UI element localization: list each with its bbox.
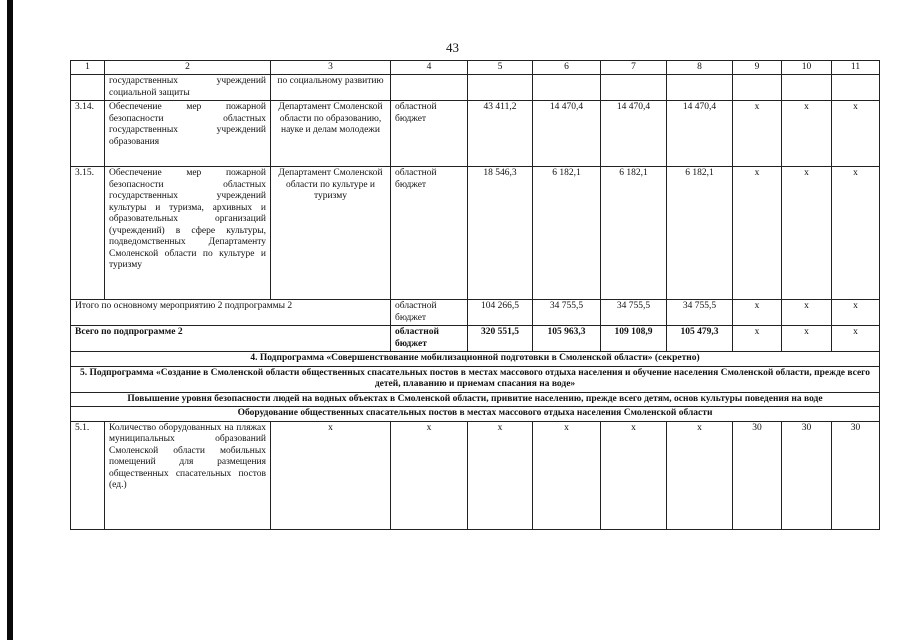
section-row bbox=[71, 352, 880, 367]
value-cell bbox=[782, 75, 832, 101]
task-heading: Оборудование общественных спасательных постов в местах массового отдыха населения Смоленской области bbox=[71, 407, 880, 422]
total-label: Всего по подпрограмме 2 bbox=[71, 326, 391, 352]
value-cell bbox=[667, 75, 733, 101]
value-cell: 14 470,4 bbox=[667, 101, 733, 167]
row-number-cell: 5.1. bbox=[71, 421, 105, 529]
program-table bbox=[70, 60, 880, 530]
col-header: 4 bbox=[391, 61, 468, 75]
value-cell: х bbox=[832, 300, 880, 326]
col-header: 3 bbox=[271, 61, 391, 75]
value-cell: 30 bbox=[733, 421, 782, 529]
value-cell: 105 479,3 bbox=[667, 326, 733, 352]
value-cell bbox=[533, 75, 601, 101]
section-row bbox=[71, 392, 880, 407]
value-cell: 105 963,3 bbox=[533, 326, 601, 352]
value-cell: 6 182,1 bbox=[667, 167, 733, 300]
subprogram-4-heading: 4. Подпрограмма «Совершенствование мобилизационной подготовки в Смоленской области» (секретно) bbox=[71, 352, 880, 367]
value-cell: х bbox=[533, 421, 601, 529]
value-cell: 320 551,5 bbox=[468, 326, 533, 352]
value-cell: 34 755,5 bbox=[533, 300, 601, 326]
value-cell: 14 470,4 bbox=[601, 101, 667, 167]
value-cell: х bbox=[733, 326, 782, 352]
value-cell: 6 182,1 bbox=[601, 167, 667, 300]
col-header: 9 bbox=[733, 61, 782, 75]
row-number-cell bbox=[71, 75, 105, 101]
value-cell: 34 755,5 bbox=[601, 300, 667, 326]
row-number-cell: 3.14. bbox=[71, 101, 105, 167]
value-cell: 14 470,4 bbox=[533, 101, 601, 167]
value-cell bbox=[601, 75, 667, 101]
header-row bbox=[71, 61, 880, 75]
col-header: 2 bbox=[105, 61, 271, 75]
col-header: 7 bbox=[601, 61, 667, 75]
col-header: 10 bbox=[782, 61, 832, 75]
source-cell bbox=[391, 75, 468, 101]
value-cell: х bbox=[733, 167, 782, 300]
section-row bbox=[71, 407, 880, 422]
col-header: 5 bbox=[468, 61, 533, 75]
value-cell: х bbox=[601, 421, 667, 529]
value-cell: х bbox=[782, 326, 832, 352]
value-cell: х bbox=[832, 167, 880, 300]
source-cell: областной бюджет bbox=[391, 167, 468, 300]
value-cell: 34 755,5 bbox=[667, 300, 733, 326]
value-cell: х bbox=[391, 421, 468, 529]
value-cell: х bbox=[782, 300, 832, 326]
value-cell: 18 546,3 bbox=[468, 167, 533, 300]
value-cell: х bbox=[733, 300, 782, 326]
value-cell: 43 411,2 bbox=[468, 101, 533, 167]
source-cell: областной бюджет bbox=[391, 101, 468, 167]
value-cell bbox=[468, 75, 533, 101]
section-row bbox=[71, 366, 880, 392]
value-cell: х bbox=[832, 101, 880, 167]
source-cell: областной бюджет bbox=[391, 326, 468, 352]
value-cell: х bbox=[782, 167, 832, 300]
col-header: 11 bbox=[832, 61, 880, 75]
description-cell: Обеспечение мер пожарной безопасности областных государственных учреждений культуры и туризма, архивных и образовательных организаций (учреждений) в сфере культуры, подведомственных Департаменту Смоленской области по культуре и туризму bbox=[105, 167, 271, 300]
value-cell: 104 266,5 bbox=[468, 300, 533, 326]
goal-heading: Повышение уровня безопасности людей на водных объектах в Смоленской области, привитие населению, прежде всего детям, основ культуры поведения на воде bbox=[71, 392, 880, 407]
col-header: 6 bbox=[533, 61, 601, 75]
source-cell: областной бюджет bbox=[391, 300, 468, 326]
table-row-3-15 bbox=[71, 167, 880, 300]
total-label: Итого по основному мероприятию 2 подпрограммы 2 bbox=[71, 300, 391, 326]
value-cell bbox=[733, 75, 782, 101]
description-cell: государственных учреждений социальной защиты bbox=[105, 75, 271, 101]
total-main-row bbox=[71, 300, 880, 326]
executor-cell: по социальному развитию bbox=[271, 75, 391, 101]
executor-cell: Департамент Смоленской области по образованию, науке и делам молодежи bbox=[271, 101, 391, 167]
page-number: 43 bbox=[446, 40, 459, 55]
total-subprogram-row bbox=[71, 326, 880, 352]
description-cell: Количество оборудованных на пляжах муниципальных образований Смоленской области мобильных помещений для размещения общественных спасательных постов (ед.) bbox=[105, 421, 271, 529]
col-header: 1 bbox=[71, 61, 105, 75]
col-header: 8 bbox=[667, 61, 733, 75]
continuation-row bbox=[71, 75, 880, 101]
description-cell: Обеспечение мер пожарной безопасности областных государственных учреждений образования bbox=[105, 101, 271, 167]
executor-cell: Департамент Смоленской области по культуре и туризму bbox=[271, 167, 391, 300]
value-cell: 30 bbox=[782, 421, 832, 529]
value-cell: х bbox=[782, 101, 832, 167]
value-cell: х bbox=[832, 326, 880, 352]
value-cell bbox=[832, 75, 880, 101]
table-row-5-1 bbox=[71, 421, 880, 529]
row-number-cell: 3.15. bbox=[71, 167, 105, 300]
value-cell: 30 bbox=[832, 421, 880, 529]
value-cell: 6 182,1 bbox=[533, 167, 601, 300]
table-row-3-14 bbox=[71, 101, 880, 167]
left-black-edge bbox=[7, 0, 13, 640]
value-cell: х bbox=[271, 421, 391, 529]
subprogram-5-heading: 5. Подпрограмма «Создание в Смоленской области общественных спасательных постов в местах массового отдыха населения и обучение населения Смоленской области, прежде всего детей, плаванию и приемам спасания на воде» bbox=[71, 366, 880, 392]
value-cell: х bbox=[667, 421, 733, 529]
value-cell: х bbox=[468, 421, 533, 529]
value-cell: 109 108,9 bbox=[601, 326, 667, 352]
value-cell: х bbox=[733, 101, 782, 167]
